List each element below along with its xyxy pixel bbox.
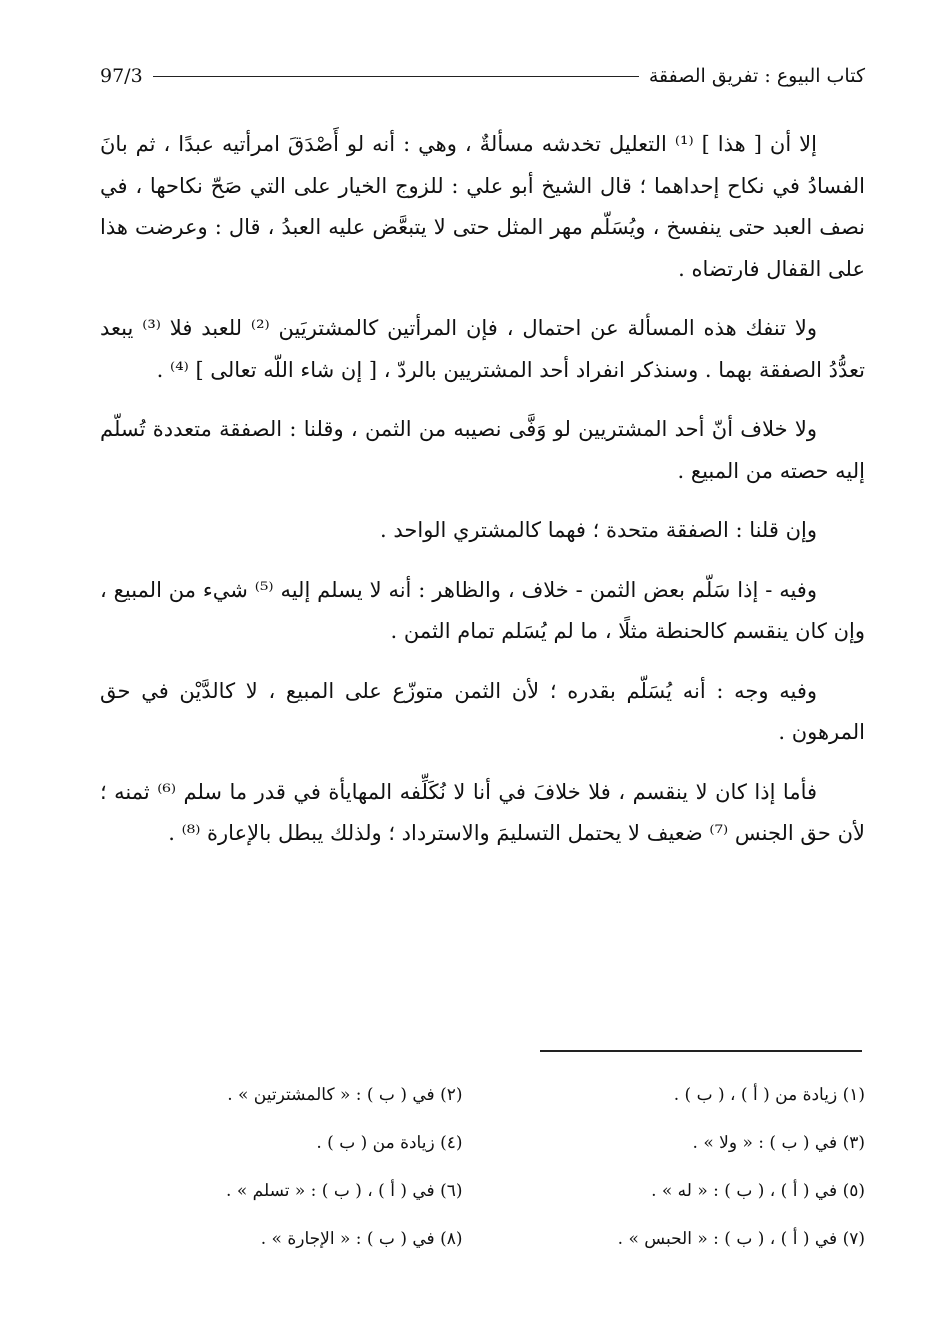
paragraph: وإن قلنا : الصفقة متحدة ؛ فهما كالمشتري الواحد . — [380, 518, 817, 542]
footnote: (٥) في ( أ ) ، ( ب ) : « له » . — [651, 1181, 865, 1201]
body-text — [100, 124, 865, 855]
footnote-separator — [540, 1050, 862, 1052]
footnote: (٧) في ( أ ) ، ( ب ) : « الحبس » . — [617, 1229, 865, 1249]
paragraph: إلا أن [ هذا ] ⁽¹⁾ التعليل تخدشه مسألةٌ ، وهي : أنه لو أَصْدَقَ امرأتيه عبدًا ، ثم بانَ الفسادُ في نكاح إحداهما ؛ قال الشيخ أبو علي : للزوج الخيار على التي صَحّ نكاحها ، في نصف العبد حتى ينفسخ ، ويُسَلّم مهر المثل حتى لا يتبعَّض عليه العبدُ ، قال : وعرضت هذا على القفال فارتضاه . — [100, 132, 865, 281]
paragraph: وفيه وجه : أنه يُسَلّم بقدره ؛ لأن الثمن متوزّع على المبيع ، لا كالدَّيْن في حق المرهون . — [100, 678, 865, 744]
paragraph: فأما إذا كان لا ينقسم ، فلا خلافَ في أنا لا نُكَلِّفه المهايأة في قدر ما سلم ⁽⁶⁾ ثمنه ؛ لأن حق الجنس ⁽⁷⁾ ضعيف لا يحتمل التسليمَ والاسترداد ؛ ولذلك يبطل بالإعارة ⁽⁸⁾ . — [100, 779, 865, 845]
paragraph: ولا تنفك هذه المسألة عن احتمال ، فإن المرأتين كالمشتريَين ⁽²⁾ للعبد فلا ⁽³⁾ يبعد تعدُّدُ الصفقة بهما . وسنذكر انفراد أحد المشتريين بالردّ ، [ إن شاء اللّه تعالى ] ⁽⁴⁾ . — [100, 316, 865, 382]
footnote: (٨) في ( ب ) : « الإجارة » . — [260, 1229, 463, 1249]
footnote: (٤) زيادة من ( ب ) . — [316, 1133, 463, 1153]
header-title: كتاب البيوع : تفريق الصفقة — [648, 65, 865, 87]
paragraph: ولا خلاف أنّ أحد المشتريين لو وَفَّى نصيبه من الثمن ، وقلنا : الصفقة متعددة تُسلّم إليه حصته من المبيع . — [100, 417, 865, 483]
footnote: (١) زيادة من ( أ ) ، ( ب ) . — [673, 1085, 865, 1105]
header-rule — [153, 76, 639, 77]
running-header — [100, 58, 865, 94]
footnote: (٣) في ( ب ) : « ولا » . — [692, 1133, 865, 1153]
paragraph: وفيه - إذا سَلّم بعض الثمن - خلاف ، والظاهر : أنه لا يسلم إليه ⁽⁵⁾ شيء من المبيع ، وإن كان ينقسم كالحنطة مثلًا ، ما لم يُسَلم تمام الثمن . — [100, 577, 865, 643]
page-number: 97/3 — [100, 65, 143, 87]
footnotes — [100, 1080, 865, 1254]
footnote: (٦) في ( أ ) ، ( ب ) : « تسلم » . — [226, 1181, 463, 1201]
footnote: (٢) في ( ب ) : « كالمشترتين » . — [227, 1085, 463, 1105]
